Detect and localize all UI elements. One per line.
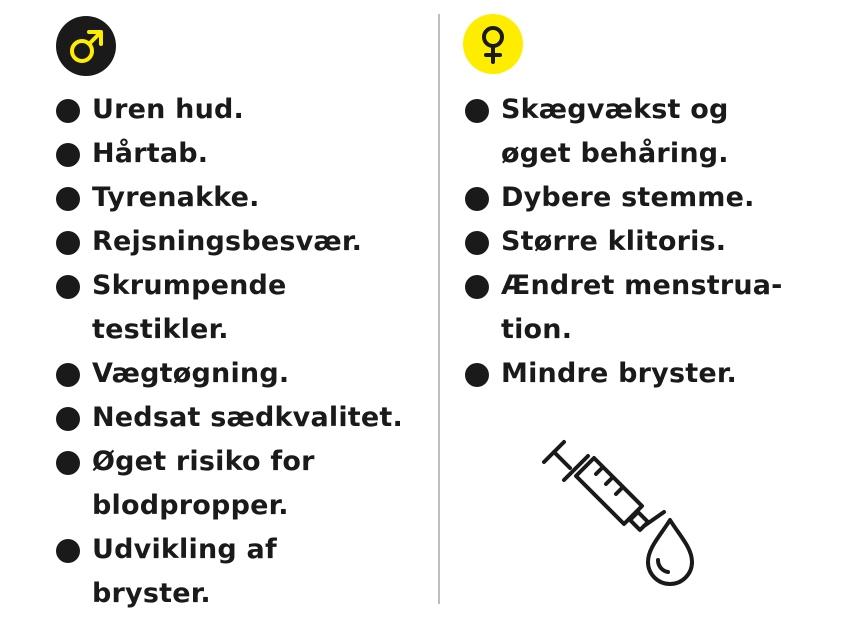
male-symbol-icon — [56, 16, 116, 76]
list-item: Større klitoris. — [463, 220, 831, 264]
bullet-icon — [465, 99, 489, 123]
female-symbol-badge — [463, 14, 523, 74]
list-item: Øget risiko for blodpropper. — [54, 440, 382, 528]
list-item: Dybere stemme. — [463, 176, 831, 220]
bullet-icon — [465, 275, 489, 299]
list-item: Skægvækst og øget behåring. — [463, 88, 781, 176]
bullet-icon — [465, 231, 489, 255]
list-item: Vægtøgning. — [54, 352, 403, 396]
list-item: Tyrenakke. — [54, 176, 403, 220]
list-item: Skrumpende testikler. — [54, 264, 342, 352]
bullet-icon — [56, 275, 80, 299]
bullet-icon — [56, 99, 80, 123]
list-item: Hårtab. — [54, 132, 403, 176]
bullet-icon — [465, 187, 489, 211]
bullet-icon — [56, 451, 80, 475]
bullet-icon — [56, 143, 80, 167]
bullet-icon — [56, 231, 80, 255]
list-item: Nedsat sædkvalitet. — [54, 396, 403, 440]
bullet-icon — [56, 187, 80, 211]
bullet-icon — [56, 363, 80, 387]
syringe-icon — [542, 432, 702, 592]
column-divider — [438, 14, 440, 604]
bullet-icon — [465, 363, 489, 387]
male-effects-list — [54, 88, 403, 616]
list-item: Mindre bryster. — [463, 352, 831, 396]
female-symbol-icon — [463, 14, 523, 74]
list-item: Uren hud. — [54, 88, 403, 132]
list-item: Ændret menstrua-tion. — [463, 264, 831, 352]
bullet-icon — [56, 407, 80, 431]
male-symbol-badge — [56, 16, 116, 76]
list-item: Udvikling af bryster. — [54, 528, 342, 616]
female-effects-list — [463, 88, 831, 396]
bullet-icon — [56, 539, 80, 563]
list-item: Rejsningsbesvær. — [54, 220, 403, 264]
